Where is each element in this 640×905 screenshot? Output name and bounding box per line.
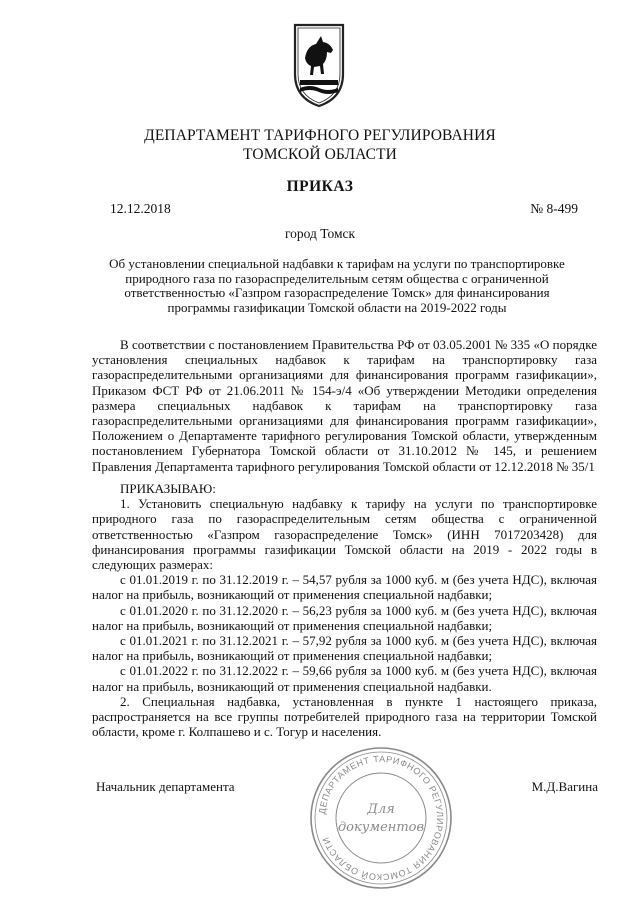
rate-item-2021: с 01.01.2021 г. по 31.12.2021 г. – 57,92 рубля за 1000 куб. м (без учета НДС), включая налог на прибыль, возникающий от применения специальной надбавки; — [92, 633, 597, 664]
order-point-2: 2. Специальная надбавка, установленная в пункте 1 настоящего приказа, распространяется на все группы потребителей природного газа на территории Томской области, кроме г. Колпашево и с. Тогур и населения. — [92, 693, 597, 740]
order-point-1: 1. Установить специальную надбавку к тарифу на услуги по транспортировке природного газа по газораспределительным сетям общества с ограниченной ответственностью «Газпром газораспределение Томск» (ИНН 7017203428) для финансирования программы газификации Томской области на 2019 - 2022 годы в следующих размерах: — [92, 496, 597, 573]
document-date: 12.12.2018 — [110, 201, 171, 216]
document-type: ПРИКАЗ — [286, 178, 354, 195]
department-line-2: ТОМСКОЙ ОБЛАСТИ — [243, 146, 397, 163]
signatory-name: М.Д.Вагина — [531, 779, 598, 794]
document-number: № 8-499 — [530, 201, 578, 216]
preamble-section — [92, 337, 597, 474]
rate-item-2020: с 01.01.2020 г. по 31.12.2020 г. – 56,23 рубля за 1000 куб. м (без учета НДС), включая налог на прибыль, возникающий от применения специальной надбавки; — [92, 602, 597, 633]
seal-center-line-2: документов — [337, 820, 425, 835]
signatory-role: Начальник департамента — [96, 779, 235, 794]
coat-of-arms-icon — [292, 22, 346, 108]
orders-label: ПРИКАЗЫВАЮ: — [120, 481, 216, 496]
document-city: город Томск — [284, 226, 356, 241]
department-line-1: ДЕПАРТАМЕНТ ТАРИФНОГО РЕГУЛИРОВАНИЯ — [144, 127, 496, 144]
rate-item-2019: с 01.01.2019 г. по 31.12.2019 г. – 54,57 рубля за 1000 куб. м (без учета НДС), включая налог на прибыль, возникающий от применения специальной надбавки; — [92, 572, 597, 603]
official-seal-stamp — [308, 745, 454, 891]
department-name — [0, 126, 640, 164]
document-subject: Об установлении специальной надбавки к тарифам на услуги по транспортировке природного газа по газораспределительным сетям общества с ограниченной ответственностью «Газпром газораспределение Томск» для финансирования программы газификации Томской области на 2019-2022 годы — [109, 256, 565, 315]
rate-item-2022: с 01.01.2022 г. по 31.12.2022 г. – 59,66 рубля за 1000 куб. м (без учета НДС), включая налог на прибыль, возникающий от применения специальной надбавки. — [92, 663, 597, 694]
seal-ring-text: ДЕПАРТАМЕНТ ТАРИФНОГО РЕГУЛИРОВАНИЯ ТОМСКОЙ ОБЛАСТИ — [317, 753, 446, 883]
preamble-paragraph: В соответствии с постановлением Правительства РФ от 03.05.2001 № 335 «О порядке установления специальных надбавок к тарифам на транспортировку газа газораспределительными организациями для финансирования программ газификации», Приказом ФСТ РФ от 21.06.2011 № 154-э/4 «Об утверждении Методики определения размера специальных надбавок к тарифам на транспортировку газа газораспределительными организациями для финансирования программ газификации», Положением о Департаменте тарифного регулирования Томской области, утвержденным постановлением Губернатора Томской области от 31.10.2012 № 145, и решением Правления Департамента тарифного регулирования Томской области от 12.12.2018 № 35/1 — [92, 337, 597, 474]
seal-center-line-1: Для — [367, 802, 395, 817]
orders-section — [92, 481, 597, 739]
